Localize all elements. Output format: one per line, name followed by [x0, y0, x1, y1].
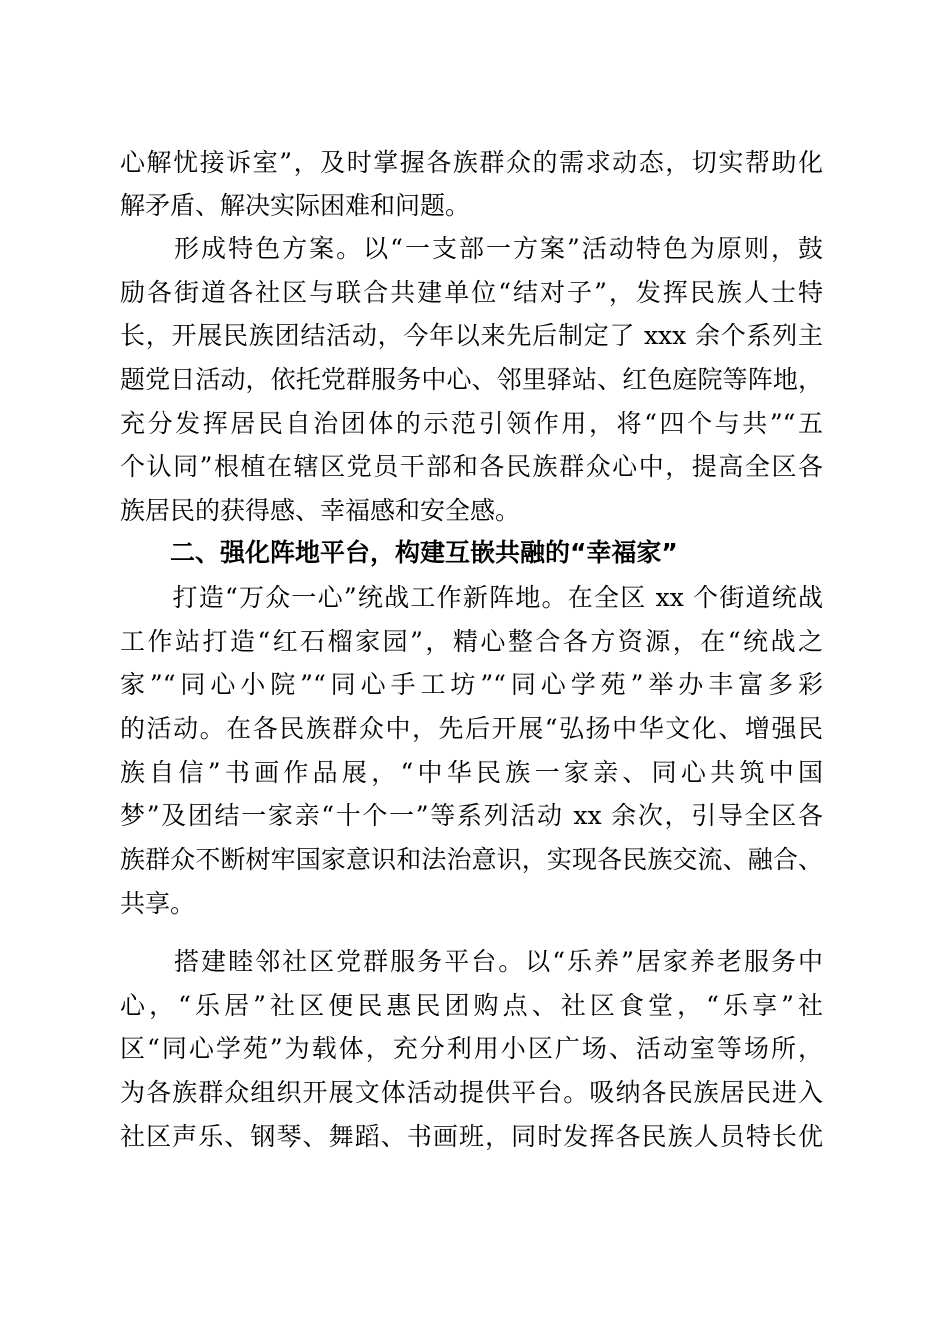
text-line: 打造“万众一心”统战工作新阵地。在全区 xx 个街道统战 [120, 583, 823, 612]
section-heading: 二、强化阵地平台，构建互嵌共融的“幸福家” [120, 538, 678, 567]
text-line: 长，开展民族团结活动，今年以来先后制定了 xxx 余个系列主 [120, 321, 823, 350]
text-line: 族居民的获得感、幸福感和安全感。 [120, 496, 521, 525]
text-line: 区“同心学苑”为载体，充分利用小区广场、活动室等场所， [120, 1034, 823, 1063]
text-line: 心，“乐居”社区便民惠民团购点、社区食堂，“乐享”社 [120, 991, 823, 1020]
text-line: 梦”及团结一家亲“十个一”等系列活动 xx 余次，引导全区各 [120, 801, 823, 830]
text-line: 心解忧接诉室”，及时掌握各族群众的需求动态，切实帮助化 [120, 148, 823, 177]
text-line: 为各族群众组织开展文体活动提供平台。吸纳各民族居民进入 [120, 1078, 823, 1107]
text-line: 工作站打造“红石榴家园”，精心整合各方资源，在“统战之 [120, 627, 823, 656]
text-line: 族群众不断树牢国家意识和法治意识，实现各民族交流、融合、 [120, 845, 823, 874]
text-line: 个认同”根植在辖区党员干部和各民族群众心中，提高全区各 [120, 452, 823, 481]
text-line: 充分发挥居民自治团体的示范引领作用，将“四个与共”“五 [120, 409, 823, 438]
text-line: 搭建睦邻社区党群服务平台。以“乐养”居家养老服务中 [120, 947, 823, 976]
text-line: 家”“同心小院”“同心手工坊”“同心学苑”举办丰富多彩 [120, 670, 823, 699]
text-line: 励各街道各社区与联合共建单位“结对子”，发挥民族人士特 [120, 278, 823, 307]
text-line: 题党日活动，依托党群服务中心、邻里驿站、红色庭院等阵地， [120, 365, 823, 394]
text-line: 解矛盾、解决实际困难和问题。 [120, 191, 471, 220]
text-line: 形成特色方案。以“一支部一方案”活动特色为原则，鼓 [120, 234, 823, 263]
text-line: 族自信”书画作品展，“中华民族一家亲、同心共筑中国 [120, 758, 823, 787]
text-line: 社区声乐、钢琴、舞蹈、书画班，同时发挥各民族人员特长优 [120, 1122, 823, 1151]
text-line: 共享。 [120, 889, 196, 918]
text-line: 的活动。在各民族群众中，先后开展“弘扬中华文化、增强民 [120, 714, 823, 743]
